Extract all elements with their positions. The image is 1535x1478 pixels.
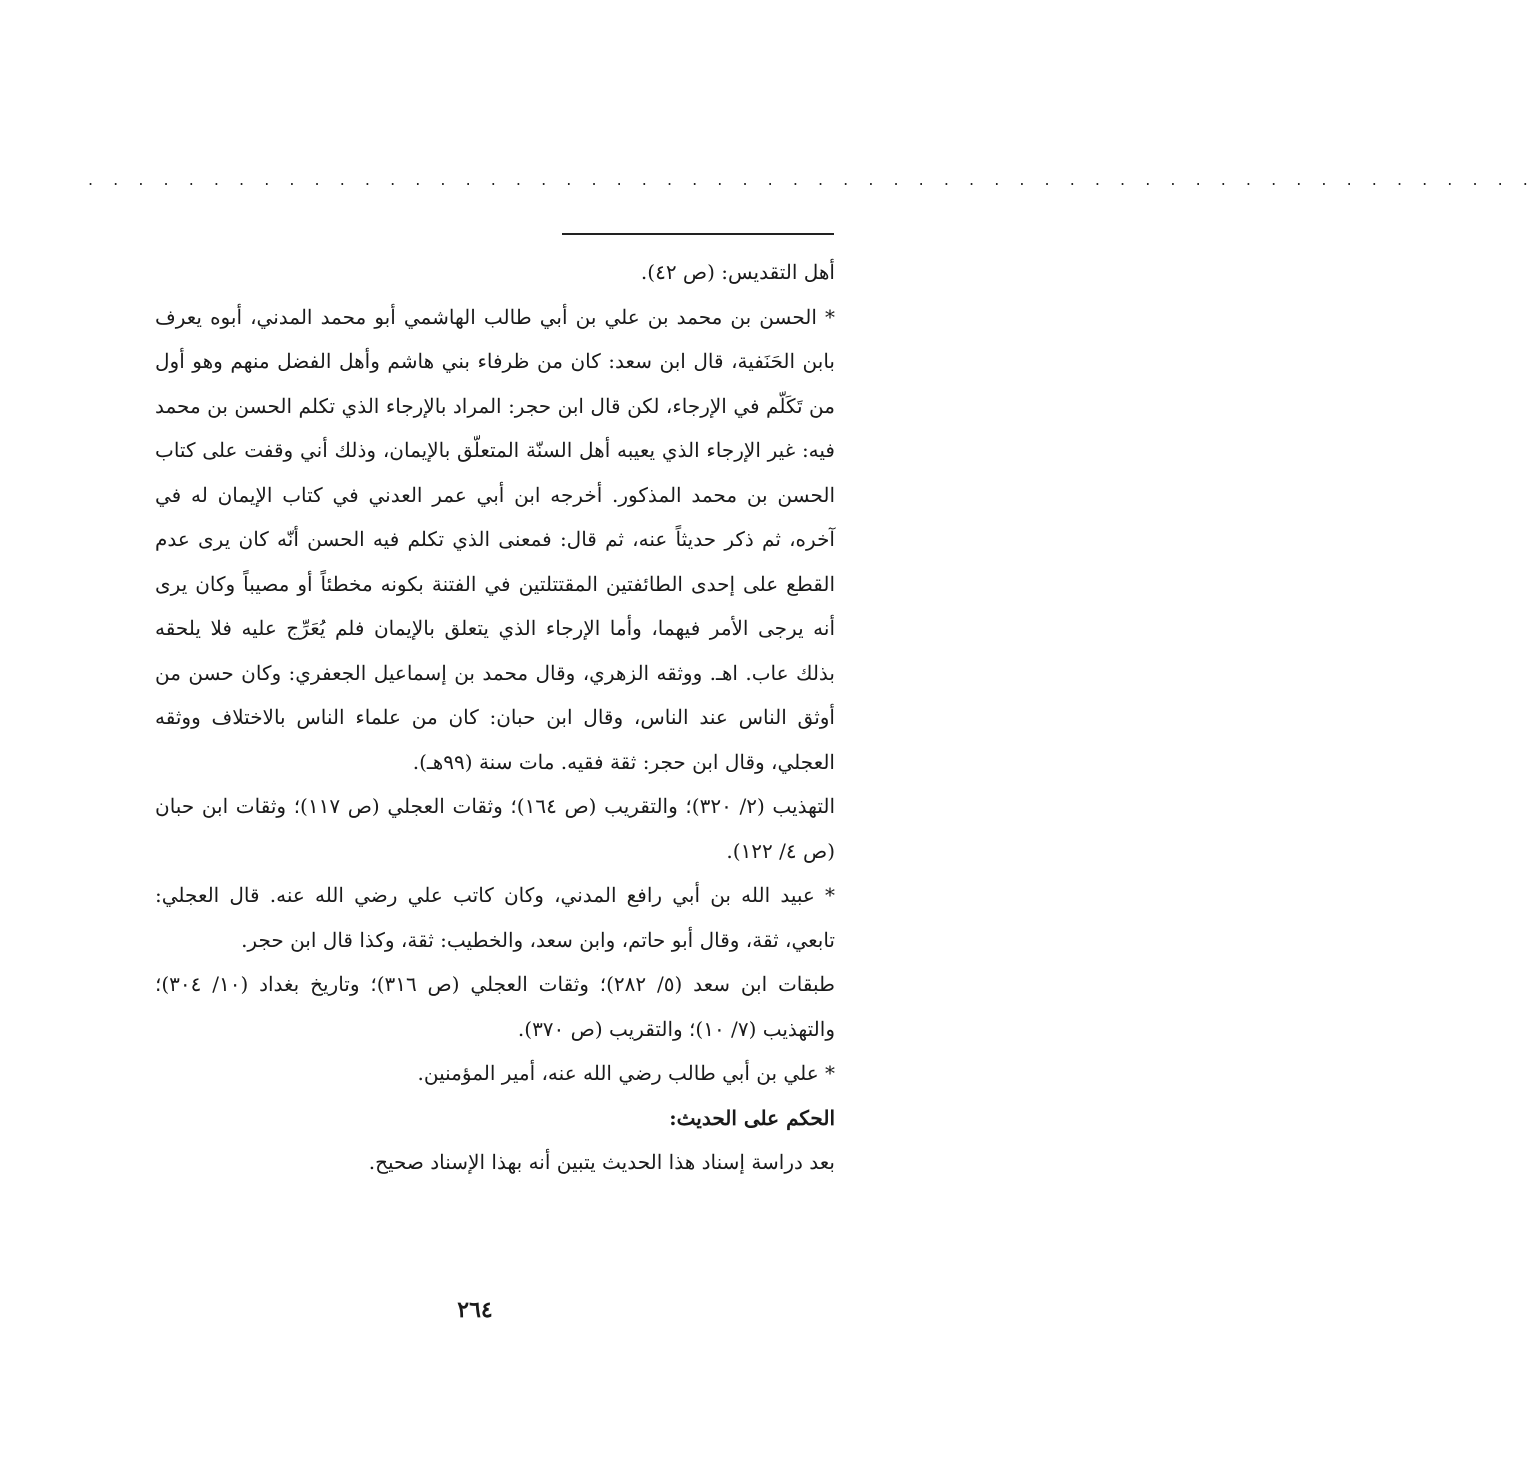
page-number: ٢٦٤ bbox=[457, 1297, 493, 1323]
paragraph-ubaydullah: * عبيد الله بن أبي رافع المدني، وكان كاتب علي رضي الله عنه. قال العجلي: تابعي، ثقة، وقال أبو حاتم، وابن سعد، والخطيب: ثقة، وكذا قال ابن حجر. bbox=[155, 883, 835, 952]
footnote-dotted-separator: . . . . . . . . . . . . . . . . . . . . . . . . . . . . . . . . . . . . . . . . . . . . . . . . . . . . . . . . . . bbox=[88, 170, 1535, 189]
paragraph-ahl-taqdis: أهل التقديس: (ص ٤٢). bbox=[640, 260, 835, 284]
section-heading-hukm: الحكم على الحديث: bbox=[669, 1105, 835, 1130]
paragraph-hasan-sources: التهذيب (٢/ ٣٢٠)؛ والتقريب (ص ١٦٤)؛ وثقات العجلي (ص ١١٧)؛ وثقات ابن حبان (ص ٤/ ١٢٢). bbox=[155, 794, 836, 863]
paragraph-conclusion: بعد دراسة إسناد هذا الحديث يتبين أنه بهذا الإسناد صحيح. bbox=[368, 1150, 835, 1174]
paragraph-hasan-bin-muhammad: * الحسن بن محمد بن علي بن أبي طالب الهاشمي أبو محمد المدني، أبوه يعرف بابن الحَنَفية، قال ابن سعد: كان من ظرفاء بني هاشم وأهل الفضل منهم وهو أول من تَكَلّم في الإرجاء، لكن قال ابن حجر: المراد بالإرجاء الذي تكلم الحسن بن محمد فيه: غير الإرجاء الذي يعيبه أهل السنّة المتعلّق بالإيمان، وذلك أني وقفت على كتاب الحسن بن محمد المذكور. أخرجه ابن أبي عمر العدني في كتاب الإيمان له في آخره، ثم ذكر حديثاً عنه، ثم قال: فمعنى الذي تكلم فيه الحسن أنّه كان يرى عدم القطع على إحدى الطائفتين المقتتلتين في الفتنة بكونه مخطئاً أو مصيباً وكان يرى أنه يرجى الأمر فيهما، وأما الإرجاء الذي يتعلق بالإيمان فلم يُعَرِّج عليه فلا يلحقه بذلك عاب. اهـ. ووثقه الزهري، وقال محمد بن إسماعيل الجعفري: وكان حسن من أوثق الناس عند الناس، وقال ابن حبان: كان من علماء الناس بالاختلاف ووثقه العجلي، وقال ابن حجر: ثقة فقيه. مات سنة (٩٩هـ). bbox=[155, 304, 835, 774]
paragraph-ubaydullah-sources: طبقات ابن سعد (٥/ ٢٨٢)؛ وثقات العجلي (ص ٣١٦)؛ وتاريخ بغداد (١٠/ ٣٠٤)؛ والتهذيب (٧/ ١٠)؛ والتقريب (ص ٣٧٠). bbox=[155, 972, 835, 1041]
footnote-rule bbox=[562, 233, 834, 235]
footnote-text-block bbox=[155, 250, 835, 1185]
paragraph-ali: * علي بن أبي طالب رضي الله عنه، أمير المؤمنين. bbox=[417, 1061, 835, 1085]
